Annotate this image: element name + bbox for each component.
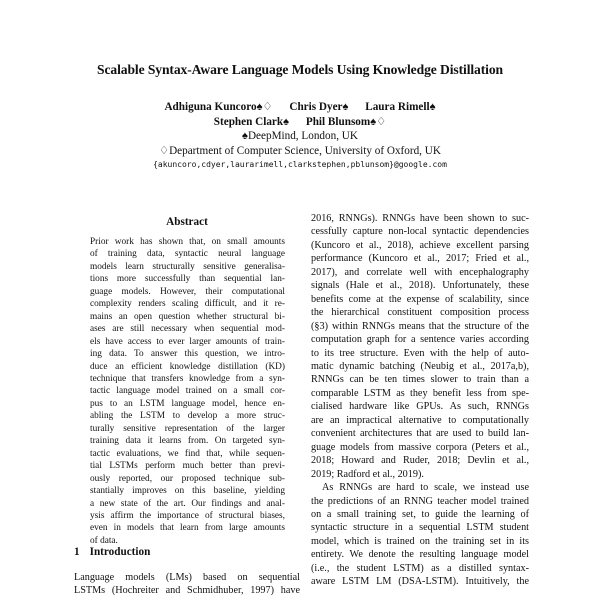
text-line: Language models (LMs) based on sequential xyxy=(74,572,300,583)
text-line: of data. xyxy=(90,535,118,546)
text-line: comparable LSTM as they benefit less from spe- xyxy=(311,387,529,399)
text-line: tactic evaluations, we find that, while sequen- xyxy=(90,448,285,459)
text-line: performance (Kuncoro et al., 2017; Fried et al., xyxy=(311,253,529,265)
abstract-heading: Abstract xyxy=(166,216,208,228)
text-line: benefits come at the expense of scalability, since xyxy=(311,293,529,305)
text-line: the hierarchical constituent composition process xyxy=(311,307,529,319)
author-clark: Stephen Clark♠ xyxy=(213,115,290,128)
author-dyer: Chris Dyer♠ xyxy=(289,101,349,113)
text-line: ously reported, our proposed technique sub- xyxy=(90,473,285,484)
author-rimell: Laura Rimell♠ xyxy=(365,101,436,113)
text-line: model, which is trained on the training set in its xyxy=(311,535,529,547)
text-line: Prior work has shown that, on small amounts xyxy=(90,237,285,247)
text-line: complexity renders scaling difficult, and it re- xyxy=(90,299,285,310)
text-line: els have access to ever larger amounts of train- xyxy=(90,336,285,347)
author-block xyxy=(0,100,600,173)
text-line: LSTMs (Hochreiter and Schmidhuber, 1997) have xyxy=(74,585,300,597)
section-heading-introduction xyxy=(74,546,160,558)
text-line: pus to an LSTM language model, hence en- xyxy=(90,398,285,409)
text-line: 2018; Howard and Ruder, 2018; Devlin et al., xyxy=(311,455,529,467)
paper-title: Scalable Syntax-Aware Language Models Using Knowledge Distillation xyxy=(96,62,504,77)
author-blunsom: Phil Blunsom♠♢ xyxy=(305,115,387,128)
text-line: aware LSTM LM (DSA-LSTM). Intuitively, the xyxy=(311,576,529,588)
right-column-paragraph-1 xyxy=(311,212,529,481)
text-line: stantially improves on this baseline, yielding xyxy=(90,486,285,497)
text-line: signals (Hale et al., 2018). Unfortunately, these xyxy=(311,280,529,292)
text-line: abling the LSTM to develop a more struc- xyxy=(90,411,285,422)
author-emails: {akuncoro,cdyer,laurarimell,clarkstephen,pblunsom}@google.com xyxy=(153,160,447,170)
text-line: convenient architectures that are used to build lan- xyxy=(311,428,529,440)
text-line: computation graph for a sentence varies according xyxy=(311,334,529,346)
text-line: a new state of the art. Our findings and anal- xyxy=(90,498,285,509)
text-line: models learn structurally sensitive generalisa- xyxy=(90,261,285,272)
text-line: training data it learns from. On targeted syn- xyxy=(90,436,285,447)
text-line: ysis affirm the importance of structural biases, xyxy=(90,510,285,521)
author-kuncoro: Adhiguna Kuncoro♠♢ xyxy=(164,101,273,113)
text-line: RNNGs can be ten times slower to train than a xyxy=(311,374,529,386)
text-line: 2019; Radford et al., 2019). xyxy=(311,468,424,480)
text-line: turally sensitive representation of the larger xyxy=(90,423,285,434)
text-line: 2017), and correlate well with encephalography xyxy=(311,266,529,278)
authors-line-2 xyxy=(0,115,600,130)
text-line: As RNNGs are hard to scale, we instead use xyxy=(322,482,529,494)
text-line: tions more successfully than sequential lan- xyxy=(90,274,285,285)
section-number: 1 xyxy=(74,546,80,558)
abstract-body xyxy=(90,236,285,547)
affiliation-deepmind: ♠DeepMind, London, UK xyxy=(242,130,358,143)
text-line: guage models. However, their computational xyxy=(90,286,285,297)
text-line: ases are still necessary when sequential mod- xyxy=(90,324,285,335)
text-line: syntactic structure in a sequential LSTM student xyxy=(311,522,529,534)
text-line: are an impractical alternative to computationally xyxy=(311,414,529,426)
right-column xyxy=(311,212,529,589)
section-title: Introduction xyxy=(89,546,151,558)
text-line: entirety. We denote the resulting language model xyxy=(311,549,529,561)
text-line: (Kuncoro et al., 2018), achieve excellent parsing xyxy=(311,239,529,251)
authors-line-1 xyxy=(0,100,600,115)
affiliation-oxford: ♢Department of Computer Science, University of Oxford, UK xyxy=(159,144,441,157)
text-line: (§3) within RNNGs means that the structure of the xyxy=(311,320,529,332)
text-line: mains an open question whether structural bi- xyxy=(90,311,285,322)
text-line: on a small training set, to guide the learning of xyxy=(311,508,529,520)
text-line: 2016, RNNGs). RNNGs have been shown to suc- xyxy=(311,213,529,224)
text-line: even in models that learn from large amounts xyxy=(90,523,285,534)
text-line: tactic language model trained on a small cor- xyxy=(90,386,285,397)
text-line: tial LSTMs perform much better than previ- xyxy=(90,461,285,472)
right-column-paragraph-2 xyxy=(311,481,529,589)
text-line: cialised hardware like GPUs. As such, RNNGs xyxy=(311,401,529,413)
text-line: the predictions of an RNNG teacher model trained xyxy=(311,495,529,507)
introduction-body xyxy=(74,571,300,598)
text-line: (i.e., the student LSTM) as a distilled syntax- xyxy=(311,562,529,574)
text-line: technique that transfers knowledge from a syn- xyxy=(90,373,285,384)
text-line: matic dynamic batching (Neubig et al., 2017a,b), xyxy=(311,360,529,372)
text-line: cessfully capture non-local syntactic dependencies xyxy=(311,226,529,238)
text-line: duce an efficient knowledge distillation (KD) xyxy=(90,361,285,372)
text-line: guage models from massive corpora (Peters et al., xyxy=(311,441,529,453)
text-line: of training data, syntactic neural language xyxy=(90,249,285,260)
text-line: ing data. To answer this question, we intro- xyxy=(90,349,285,360)
text-line: to its tree structure. Even with the help of auto- xyxy=(311,347,529,359)
